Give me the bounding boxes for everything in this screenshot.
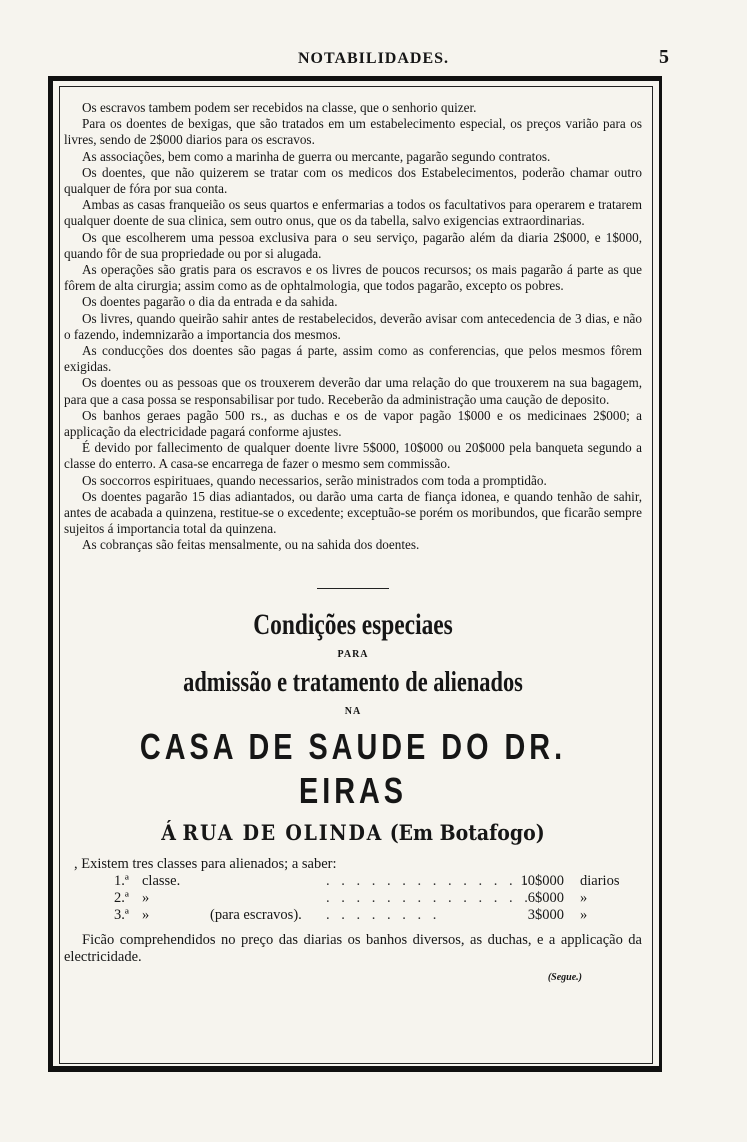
rule-paragraph: As cobranças são feitas mensalmente, ou na sahida dos doentes. — [82, 537, 420, 553]
rule-paragraph: Ambas as casas franqueião os seus quartos e enfermarias a todos os facultativos para operarem e tratarem qualquer doente de sua clinica, sem outro onus, que os da tabella, salvo exigencias extraordinarias. — [64, 197, 642, 229]
class-unit: » — [580, 906, 588, 923]
class-label: » — [142, 906, 150, 923]
class-price: 6$000 — [527, 889, 564, 906]
street-prefix: Á — [161, 819, 176, 845]
class-unit: » — [580, 889, 588, 906]
class-ordinal: 3.ª — [114, 906, 129, 923]
rule-paragraph: É devido por fallecimento de qualquer doente livre 5$000, 10$000 ou 20$000 pela banqueta segundo a classe do enterro. A casa-se encarrega de fazer o mesmo sem commissão. — [64, 440, 642, 472]
rule-paragraph: As associações, bem como a marinha de guerra ou mercante, pagarão segundo contratos. — [82, 148, 551, 164]
page-number: 5 — [659, 46, 669, 68]
rule-paragraph: Os escravos tambem podem ser recebidos na classe, que o senhorio quizer. — [82, 100, 477, 115]
classes-intro: , Existem tres classes para alienados; a saber: — [74, 855, 337, 872]
running-title: NOTABILIDADES. — [297, 50, 450, 67]
para-word: PARA — [337, 648, 369, 660]
class-price: 3$000 — [527, 906, 564, 923]
rule-paragraph: Os doentes ou as pessoas que os trouxerem deverão dar uma relação do que trouxerem na sua bagagem, para que a casa possa se responsabilisar por tudo. Receberão da administração uma caução de deposito. — [64, 375, 642, 407]
class-ordinal: 2.ª — [114, 889, 129, 906]
page-header — [0, 44, 747, 74]
leader-dots: . . . . . . . . . . . . . . — [326, 889, 532, 906]
leader-dots: . . . . . . . . . . . . . . — [326, 872, 532, 889]
rule-paragraph: Os banhos geraes pagão 500 rs., as duchas e os de vapor pagão 1$000 e os medicinaes 2$000; a applicação da electricidade pagará conforme ajustes. — [64, 407, 642, 440]
class-extra: (para escravos). — [210, 906, 302, 923]
rule-paragraph: As operações são gratis para os escravos e os livres de poucos recursos; os mais pagarão á parte as que fôrem de alta cirurgia; assim como as de ophtalmologia, que todos pagarão, excepto os pobres. — [64, 262, 642, 294]
class-row — [64, 907, 642, 924]
leader-dots: . . . . . . . . — [326, 906, 441, 923]
class-ordinal: 1.ª — [114, 872, 129, 889]
classes-table — [64, 873, 642, 924]
class-label: » — [142, 889, 150, 906]
special-conditions-title: Condições especiaes — [253, 607, 453, 641]
street-line — [93, 819, 613, 847]
rule-paragraph: Os livres, quando queirão sahir antes de restabelecidos, deverão avisar com antecedencia de 3 dias, e não o fazendo, indemnizarão a importancia dos mesmos. — [64, 310, 642, 342]
rule-paragraph: Os soccorros espirituaes, quando necessarios, serão ministrados com toda a promptidão. — [82, 472, 547, 488]
class-row — [64, 873, 642, 890]
rule-paragraph: Para os doentes de bexigas, que são tratados em um estabelecimento especial, os preços varião para os livres, sendo de 2$000 diarios para os escravos. — [64, 116, 642, 148]
rule-paragraph: Os doentes pagarão 15 dias adiantados, ou darão uma carta de fiança idonea, e quando tenhão de sahir, antes de acabada a quinzena, restitue-se o excedente; exceptuão-se porém os moribundos, que ficarão sempre sujeitos á importancia total da quinzena. — [64, 488, 642, 537]
street-name: RUA DE OLINDA — [182, 819, 384, 845]
admission-title: admissão e tratamento de alienados — [183, 666, 523, 698]
class-row — [64, 890, 642, 907]
closing-paragraph: Ficão comprehendidos no preço das diarias os banhos diversos, as duchas, e a applicação da electricidade. — [64, 931, 642, 965]
section-divider — [317, 588, 389, 589]
house-title: CASA DE SAUDE DO DR. EIRAS — [139, 725, 567, 811]
continued-note: (Segue.) — [547, 971, 582, 983]
page-content — [64, 100, 642, 983]
rules-section — [64, 100, 642, 554]
rule-paragraph: Os doentes, que não quizerem se tratar com os medicos dos Estabelecimentos, poderão chamar outro qualquer de fóra por sua conta. — [64, 164, 642, 197]
class-label: classe. — [142, 872, 181, 889]
na-word: NA — [344, 705, 362, 717]
class-price: 10$000 — [520, 872, 564, 889]
class-unit: diarios — [580, 872, 620, 889]
rule-paragraph: As conducções dos doentes são pagas á parte, assim como as conferencias, que pelos mesmos fôrem exigidas. — [64, 343, 642, 375]
rule-paragraph: Os doentes pagarão o dia da entrada e da sahida. — [82, 294, 338, 310]
street-suffix: (Em Botafogo) — [389, 819, 545, 845]
rule-paragraph: Os que escolherem uma pessoa exclusiva para o seu serviço, pagarão além da diaria 2$000, e 1$000, quando fôr de sua propriedade ou por si alugada. — [64, 229, 642, 261]
